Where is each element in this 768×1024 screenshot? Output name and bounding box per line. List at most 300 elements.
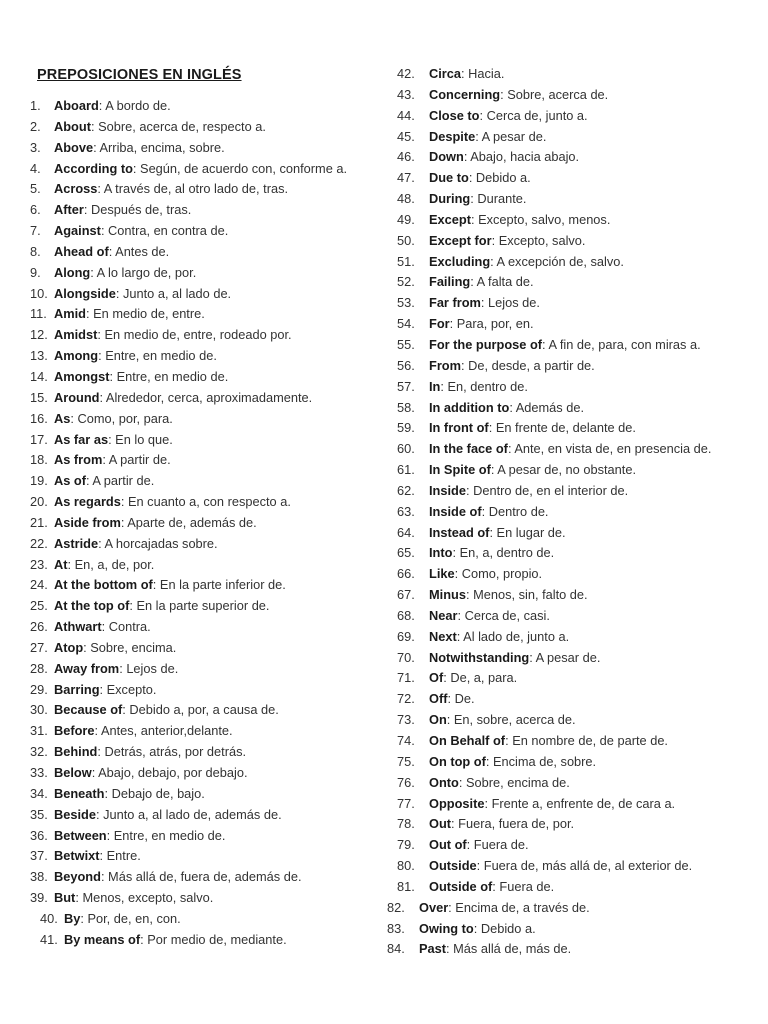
preposition-definition: : Sobre, encima de. [458, 774, 570, 790]
item-number: 66. [397, 566, 415, 582]
list-item [30, 846, 347, 867]
item-number: 79. [397, 837, 415, 853]
item-number: 63. [397, 503, 415, 519]
preposition-definition: : Hacia. [461, 66, 505, 81]
item-number: 24. [30, 577, 48, 593]
preposition-definition: : A excepción de, salvo. [490, 253, 624, 269]
preposition-definition: : En medio de, entre. [86, 306, 205, 322]
item-number: 49. [397, 211, 415, 227]
list-item [30, 367, 347, 388]
list-item [30, 346, 347, 367]
preposition-term: Above [54, 139, 94, 155]
item-number: 12. [30, 327, 48, 343]
preposition-term: Below [54, 765, 92, 780]
preposition-definition: : Antes de. [108, 243, 170, 259]
list-item [397, 731, 711, 752]
list-item [30, 304, 347, 325]
list-item [30, 784, 347, 805]
preposition-term: Barring [54, 681, 100, 697]
list-item [387, 939, 701, 960]
item-number: 27. [30, 639, 48, 655]
list-item [397, 106, 711, 127]
preposition-definition: : Por, de, en, con. [80, 910, 181, 926]
item-number: 34. [30, 785, 48, 801]
item-number: 20. [30, 494, 48, 510]
preposition-definition: : Junto a, al lado de, además de. [95, 806, 282, 822]
list-item [397, 543, 711, 564]
preposition-definition: : A partir de. [86, 473, 155, 489]
preposition-term: Because of [54, 702, 123, 718]
list-item [397, 877, 711, 898]
item-number: 52. [397, 274, 415, 290]
item-number: 17. [30, 431, 48, 447]
item-number: 70. [397, 649, 415, 665]
preposition-term: Around [54, 389, 100, 405]
preposition-term: Of [429, 670, 444, 686]
preposition-definition: : Excepto. [99, 681, 157, 697]
preposition-term: Out of [429, 837, 467, 853]
preposition-term: Inside of [429, 503, 482, 519]
preposition-definition: : Para, por, en. [449, 316, 534, 332]
preposition-definition: : En, dentro de. [440, 378, 528, 394]
preposition-term: Athwart [54, 619, 102, 635]
preposition-definition: : A falta de. [470, 274, 534, 290]
preposition-term: Against [54, 223, 101, 239]
list-item [397, 64, 711, 85]
item-number: 68. [397, 607, 415, 623]
preposition-definition: : En frente de, delante de. [488, 420, 636, 436]
preposition-term: On Behalf of [429, 733, 506, 748]
preposition-definition: : A partir de. [102, 452, 171, 468]
preposition-definition: : A pesar de, no obstante. [490, 462, 636, 478]
preposition-term: Aside from [54, 514, 121, 530]
preposition-term: Between [54, 827, 107, 843]
preposition-definition: : Fuera de. [466, 837, 529, 853]
preposition-term: In [429, 378, 441, 394]
list-item [397, 564, 711, 585]
list-item [397, 648, 711, 669]
preposition-definition: : Debajo de, bajo. [104, 785, 205, 801]
preposition-term: Amidst [54, 327, 98, 343]
preposition-term: Near [429, 607, 458, 623]
item-number: 36. [30, 827, 48, 843]
item-number: 6. [30, 202, 41, 218]
preposition-definition: : Como, por, para. [70, 410, 173, 426]
preposition-definition: : Ante, en vista de, en presencia de. [507, 441, 712, 457]
preposition-definition: : Sobre, encima. [83, 639, 177, 655]
item-number: 56. [397, 357, 415, 373]
preposition-definition: : A horcajadas sobre. [98, 535, 218, 551]
preposition-term: Amid [54, 306, 86, 322]
item-number: 23. [30, 556, 48, 572]
preposition-list-right [387, 64, 712, 960]
preposition-term: For [429, 316, 450, 332]
list-item [30, 221, 347, 242]
preposition-definition: : A pesar de. [529, 649, 601, 665]
item-number: 62. [397, 482, 415, 498]
list-item [397, 814, 711, 835]
preposition-definition: : Cerca de, casi. [457, 607, 550, 623]
preposition-term: Aboard [54, 98, 99, 113]
preposition-term: At [54, 556, 68, 572]
item-number: 43. [397, 86, 415, 102]
preposition-definition: : En, sobre, acerca de. [446, 712, 576, 728]
item-number: 61. [397, 462, 415, 478]
list-item [397, 523, 711, 544]
list-item [40, 930, 357, 951]
item-number: 29. [30, 681, 48, 697]
preposition-definition: : Sobre, acerca de. [500, 86, 609, 102]
list-item [387, 898, 701, 919]
preposition-term: Outside of [429, 878, 493, 894]
list-item [397, 460, 711, 481]
item-number: 4. [30, 160, 41, 176]
preposition-definition: : Fuera de. [492, 878, 555, 894]
preposition-definition: : Menos, sin, falto de. [465, 587, 588, 603]
preposition-definition: : Menos, excepto, salvo. [75, 890, 214, 906]
item-number: 21. [30, 514, 48, 530]
preposition-definition: : Detrás, atrás, por detrás. [97, 744, 247, 760]
preposition-definition: : Frente a, enfrente de, de cara a. [484, 795, 676, 811]
preposition-term: Failing [429, 274, 471, 290]
item-number: 22. [30, 535, 48, 551]
list-item [30, 805, 347, 826]
preposition-definition: : Más allá de, más de. [446, 941, 572, 957]
preposition-definition: : A lo largo de, por. [90, 264, 197, 280]
preposition-term: Outside [429, 858, 477, 874]
preposition-term: Far from [429, 295, 481, 311]
item-number: 32. [30, 744, 48, 760]
list-item [30, 638, 347, 659]
preposition-term: During [429, 191, 471, 207]
list-item [30, 200, 347, 221]
preposition-term: Ahead of [54, 243, 109, 259]
item-number: 84. [387, 941, 405, 957]
item-number: 75. [397, 753, 415, 769]
list-item [30, 325, 347, 346]
preposition-definition: : Lejos de. [119, 660, 179, 676]
list-item [30, 513, 347, 534]
item-number: 8. [30, 243, 41, 259]
preposition-definition: : Contra. [101, 619, 151, 635]
preposition-definition: : Excepto, salvo. [491, 232, 586, 248]
preposition-definition: : A bordo de. [98, 98, 171, 113]
list-item [30, 471, 347, 492]
list-item [30, 96, 347, 117]
item-number: 54. [397, 316, 415, 332]
item-number: 74. [397, 733, 415, 748]
list-item [30, 659, 347, 680]
preposition-term: According to [54, 160, 133, 176]
item-number: 76. [397, 774, 415, 790]
preposition-term: Inside [429, 482, 466, 498]
preposition-term: In the face of [429, 441, 508, 457]
preposition-definition: : Como, propio. [454, 566, 543, 582]
item-number: 25. [30, 598, 48, 614]
item-number: 69. [397, 628, 415, 644]
preposition-definition: : A través de, al otro lado de, tras. [97, 181, 289, 197]
preposition-definition: : A pesar de. [475, 128, 547, 144]
preposition-term: Circa [429, 66, 462, 81]
list-item [397, 439, 711, 460]
preposition-definition: : Junto a, al lado de. [115, 285, 232, 301]
preposition-definition: : En cuanto a, con respecto a. [120, 494, 291, 510]
list-item [397, 168, 711, 189]
preposition-term: For the purpose of [429, 336, 543, 352]
list-item [387, 919, 701, 940]
preposition-term: As from [54, 452, 103, 468]
item-number: 80. [397, 858, 415, 874]
list-item [30, 430, 347, 451]
preposition-term: Across [54, 181, 98, 197]
preposition-term: As of [54, 473, 86, 489]
item-number: 7. [30, 223, 41, 239]
preposition-term: Due to [429, 170, 469, 186]
preposition-definition: : Al lado de, junto a. [456, 628, 570, 644]
list-item [397, 314, 711, 335]
preposition-term: Into [429, 545, 453, 561]
preposition-term: Away from [54, 660, 120, 676]
preposition-term: Onto [429, 774, 459, 790]
preposition-definition: : Debido a. [468, 170, 531, 186]
list-item [30, 700, 347, 721]
preposition-term: Alongside [54, 285, 116, 301]
preposition-term: Notwithstanding [429, 649, 530, 665]
preposition-term: Atop [54, 639, 84, 655]
item-number: 50. [397, 232, 415, 248]
list-item [397, 377, 711, 398]
list-item [397, 231, 711, 252]
item-number: 10. [30, 285, 48, 301]
item-number: 11. [30, 306, 47, 322]
list-item [397, 210, 711, 231]
list-item [397, 481, 711, 502]
preposition-definition: : En medio de, entre, rodeado por. [97, 327, 292, 343]
list-item [30, 179, 347, 200]
preposition-definition: : En la parte superior de. [129, 598, 270, 614]
item-number: 35. [30, 806, 48, 822]
list-item [397, 752, 711, 773]
preposition-term: Except for [429, 232, 492, 248]
item-number: 59. [397, 420, 415, 436]
item-number: 13. [30, 348, 48, 364]
list-item [397, 272, 711, 293]
list-item [397, 773, 711, 794]
list-item [30, 680, 347, 701]
preposition-term: Concerning [429, 86, 501, 102]
item-number: 65. [397, 545, 415, 561]
item-number: 81. [397, 878, 415, 894]
preposition-definition: : Según, de acuerdo con, conforme a. [132, 160, 348, 176]
list-item [397, 252, 711, 273]
preposition-definition: : Excepto, salvo, menos. [470, 211, 611, 227]
item-number: 26. [30, 619, 48, 635]
preposition-term: Betwixt [54, 848, 100, 864]
list-item [30, 242, 347, 263]
preposition-term: Instead of [429, 524, 490, 540]
preposition-definition: : En, a, dentro de. [452, 545, 555, 561]
preposition-definition: : Entre. [99, 848, 141, 864]
list-item [397, 418, 711, 439]
preposition-definition: : En la parte inferior de. [152, 577, 286, 593]
list-item [30, 575, 347, 596]
preposition-definition: : Sobre, acerca de, respecto a. [90, 118, 266, 134]
preposition-term: As far as [54, 431, 109, 447]
preposition-term: After [54, 202, 84, 218]
item-number: 64. [397, 524, 415, 540]
preposition-definition: : Entre, en medio de. [109, 368, 229, 384]
preposition-definition: : Aparte de, además de. [120, 514, 257, 530]
list-item [397, 85, 711, 106]
preposition-term: Except [429, 211, 471, 227]
list-item [397, 835, 711, 856]
item-number: 18. [30, 452, 48, 468]
list-item [397, 794, 711, 815]
item-number: 83. [387, 920, 405, 936]
list-item [30, 263, 347, 284]
item-number: 82. [387, 899, 405, 915]
list-item [30, 138, 347, 159]
list-item [30, 534, 347, 555]
list-item [397, 356, 711, 377]
preposition-term: Off [429, 691, 448, 707]
preposition-definition: : En nombre de, de parte de. [505, 733, 668, 748]
list-item [397, 398, 711, 419]
list-item [397, 606, 711, 627]
item-number: 38. [30, 869, 48, 885]
preposition-definition: : Fuera, fuera de, por. [451, 816, 575, 832]
preposition-term: From [429, 357, 461, 373]
list-item [397, 668, 711, 689]
preposition-term: Down [429, 149, 464, 165]
preposition-definition: : Abajo, debajo, por debajo. [91, 765, 248, 780]
list-item [397, 502, 711, 523]
preposition-term: Excluding [429, 253, 491, 269]
item-number: 47. [397, 170, 415, 186]
document-title: PREPOSICIONES EN INGLÉS [37, 67, 242, 83]
preposition-term: Like [429, 566, 455, 582]
preposition-term: As [54, 410, 71, 426]
preposition-definition: : Alrededor, cerca, aproximadamente. [99, 389, 313, 405]
preposition-term: Out [429, 816, 452, 832]
list-item [397, 147, 711, 168]
item-number: 57. [397, 378, 415, 394]
list-item [397, 689, 711, 710]
item-number: 71. [397, 670, 415, 686]
preposition-term: As regards [54, 494, 121, 510]
list-item [30, 409, 347, 430]
item-number: 33. [30, 765, 48, 780]
item-number: 42. [397, 66, 415, 81]
preposition-term: Over [419, 899, 449, 915]
item-number: 31. [30, 723, 48, 739]
list-item [40, 909, 357, 930]
preposition-definition: : Abajo, hacia abajo. [463, 149, 580, 165]
preposition-term: On [429, 712, 447, 728]
item-number: 37. [30, 848, 48, 864]
item-number: 48. [397, 191, 415, 207]
item-number: 9. [30, 264, 41, 280]
preposition-definition: : Arriba, encima, sobre. [93, 139, 225, 155]
preposition-definition: : De. [447, 691, 475, 707]
list-item [30, 867, 347, 888]
preposition-term: Amongst [54, 368, 110, 384]
preposition-term: In addition to [429, 399, 510, 415]
list-item [397, 627, 711, 648]
preposition-definition: : Además de. [509, 399, 585, 415]
preposition-definition: : Contra, en contra de. [100, 223, 229, 239]
preposition-term: By means of [64, 931, 141, 947]
list-item [397, 856, 711, 877]
preposition-definition: : Debido a, por, a causa de. [122, 702, 279, 718]
preposition-term: In front of [429, 420, 489, 436]
item-number: 78. [397, 816, 415, 832]
preposition-definition: : Entre, en medio de. [98, 348, 217, 364]
list-item [30, 826, 347, 847]
list-item [397, 335, 711, 356]
list-item [30, 388, 347, 409]
preposition-definition: : Entre, en medio de. [106, 827, 226, 843]
item-number: 46. [397, 149, 415, 165]
item-number: 3. [30, 139, 41, 155]
list-item [30, 555, 347, 576]
list-item [30, 617, 347, 638]
preposition-term: About [54, 118, 91, 134]
item-number: 16. [30, 410, 48, 426]
preposition-term: Minus [429, 587, 466, 603]
preposition-definition: : Fuera de, más allá de, al exterior de. [476, 858, 693, 874]
item-number: 5. [30, 181, 41, 197]
item-number: 53. [397, 295, 415, 311]
item-number: 58. [397, 399, 415, 415]
item-number: 2. [30, 118, 41, 134]
preposition-term: Beyond [54, 869, 101, 885]
item-number: 77. [397, 795, 415, 811]
preposition-term: Owing to [419, 920, 474, 936]
list-item [30, 742, 347, 763]
preposition-term: In Spite of [429, 462, 491, 478]
list-item [30, 117, 347, 138]
preposition-definition: : Durante. [470, 191, 527, 207]
preposition-term: At the bottom of [54, 577, 153, 593]
list-item [30, 721, 347, 742]
item-number: 40. [40, 910, 58, 926]
preposition-definition: : Encima de, a través de. [448, 899, 590, 915]
preposition-definition: : Dentro de. [481, 503, 549, 519]
preposition-term: By [64, 910, 81, 926]
preposition-term: Before [54, 723, 95, 739]
list-item [30, 284, 347, 305]
item-number: 44. [397, 107, 415, 123]
list-item [30, 492, 347, 513]
list-item [30, 888, 347, 909]
preposition-definition: : En lugar de. [489, 524, 566, 540]
list-item [30, 763, 347, 784]
list-item [397, 710, 711, 731]
preposition-definition: : Cerca de, junto a. [479, 107, 588, 123]
preposition-definition: : Más allá de, fuera de, además de. [100, 869, 302, 885]
item-number: 55. [397, 336, 415, 352]
item-number: 1. [30, 98, 41, 113]
preposition-definition: : A fin de, para, con miras a. [542, 336, 701, 352]
item-number: 41. [40, 931, 58, 947]
preposition-definition: : De, desde, a partir de. [461, 357, 595, 373]
list-item [30, 450, 347, 471]
item-number: 14. [30, 368, 48, 384]
preposition-term: Opposite [429, 795, 485, 811]
item-number: 67. [397, 587, 415, 603]
item-number: 45. [397, 128, 415, 144]
